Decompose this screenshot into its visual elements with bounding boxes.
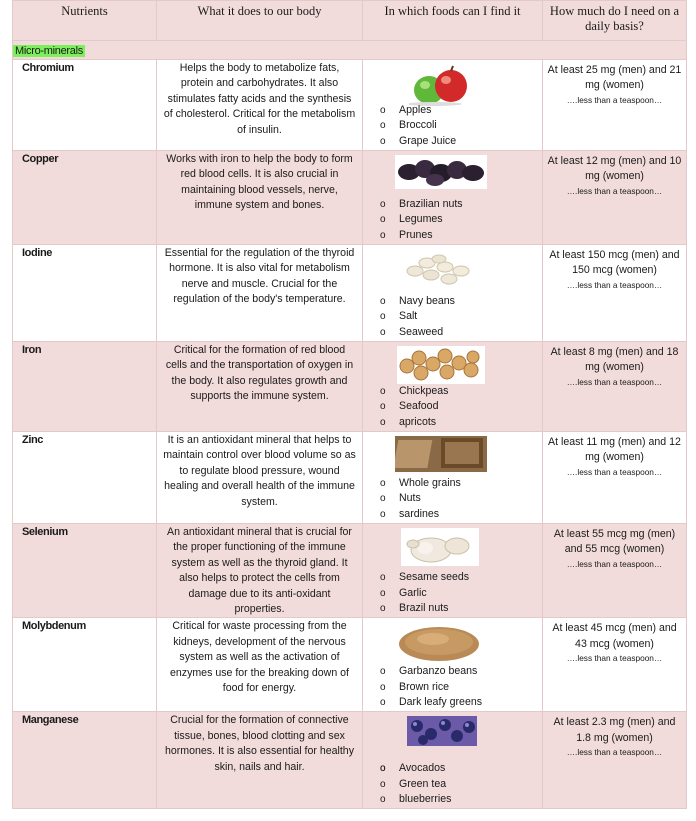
food-cell bbox=[363, 342, 543, 432]
table-row bbox=[13, 524, 687, 618]
table-row bbox=[13, 60, 687, 151]
list-item: o Dark leafy greens bbox=[363, 695, 482, 710]
list-item: o Chickpeas bbox=[363, 384, 448, 399]
list-item: o sardines bbox=[363, 507, 461, 522]
amount-text: At least 25 mg (men) and 21 mg (women) bbox=[547, 64, 682, 92]
nutrient-description: It is an antioxidant mineral that helps to maintain control over blood volume so as to regulate blood pressure, wound healing and overall health of the immune system. bbox=[157, 432, 363, 524]
food-list bbox=[363, 384, 448, 430]
nutrient-description: Crucial for the formation of connective tissue, bones, blood clotting and sex hormones. It is also essential for healthy skin, nails and hair. bbox=[157, 712, 363, 809]
list-item: o Salt bbox=[363, 309, 455, 324]
list-item: o Broccoli bbox=[363, 118, 456, 133]
amount-text: At least 12 mg (men) and 10 mg (women) bbox=[547, 155, 682, 183]
list-item: o Grape Juice bbox=[363, 134, 456, 149]
food-cell bbox=[363, 432, 543, 524]
header-row bbox=[13, 1, 687, 41]
daily-amount bbox=[543, 712, 687, 809]
list-item: o Green tea bbox=[363, 777, 451, 792]
daily-amount bbox=[543, 151, 687, 245]
list-item: o Apples bbox=[363, 103, 456, 118]
apples-image bbox=[409, 64, 471, 106]
amount-note: ….less than a teaspoon… bbox=[566, 558, 663, 569]
list-item: o Garbanzo beans bbox=[363, 664, 482, 679]
nutrient-name: Manganese bbox=[13, 712, 157, 809]
food-cell bbox=[363, 245, 543, 342]
list-item: o Garlic bbox=[363, 586, 469, 601]
list-item: o Prunes bbox=[363, 228, 463, 243]
food-cell bbox=[363, 151, 543, 245]
table-row bbox=[13, 712, 687, 809]
nutrient-description: Critical for waste processing from the kidneys, development of the nervous system as well as the activation of enzymes use for the breaking down of food for energy. bbox=[157, 618, 363, 712]
nutrient-name: Zinc bbox=[13, 432, 157, 524]
garlic-image bbox=[401, 528, 479, 566]
list-item: o Avocados bbox=[363, 761, 451, 776]
table-row bbox=[13, 151, 687, 245]
amount-note: ….less than a teaspoon… bbox=[566, 376, 663, 387]
table-row bbox=[13, 245, 687, 342]
nutrient-name: Iodine bbox=[13, 245, 157, 342]
nutrient-description: Critical for the formation of red blood cells and the transportation of oxygen in the body. It also regulates growth and supports the immune system. bbox=[157, 342, 363, 432]
table-row bbox=[13, 342, 687, 432]
food-list bbox=[363, 664, 482, 710]
header-daily-amount: How much do I need on a daily basis? bbox=[543, 1, 687, 41]
list-item: o Brazilian nuts bbox=[363, 197, 463, 212]
amount-note: ….less than a teaspoon… bbox=[566, 279, 663, 290]
food-list bbox=[363, 570, 469, 616]
list-item: o Navy beans bbox=[363, 294, 455, 309]
list-item: o Legumes bbox=[363, 212, 463, 227]
nutrient-name: Selenium bbox=[13, 524, 157, 618]
daily-amount bbox=[543, 432, 687, 524]
nutrient-name: Molybdenum bbox=[13, 618, 157, 712]
header-nutrients: Nutrients bbox=[13, 1, 157, 41]
food-list bbox=[363, 197, 463, 243]
chickpeas-image bbox=[397, 346, 485, 384]
list-item: o Sesame seeds bbox=[363, 570, 469, 585]
daily-amount bbox=[543, 245, 687, 342]
food-list bbox=[363, 294, 455, 340]
amount-text: At least 11 mg (men) and 12 mg (women) bbox=[548, 436, 681, 464]
nutrient-name: Iron bbox=[13, 342, 157, 432]
food-cell bbox=[363, 524, 543, 618]
food-list bbox=[363, 103, 456, 149]
prunes-image bbox=[395, 155, 487, 189]
section-row bbox=[13, 41, 687, 60]
food-list bbox=[363, 476, 461, 522]
daily-amount bbox=[543, 60, 687, 151]
list-item: o Whole grains bbox=[363, 476, 461, 491]
amount-note: ….less than a teaspoon… bbox=[566, 747, 663, 758]
whole-grain-bread-image bbox=[395, 436, 487, 472]
amount-text: At least 8 mg (men) and 18 mg (women) bbox=[550, 346, 679, 374]
header-what-it-does: What it does to our body bbox=[157, 1, 363, 41]
nutrient-description: Works with iron to help the body to form red blood cells. It is also crucial in maintaining blood vessels, nerve, immune system and bones. bbox=[157, 151, 363, 245]
table-row bbox=[13, 618, 687, 712]
daily-amount bbox=[543, 342, 687, 432]
list-item: o Seaweed bbox=[363, 325, 455, 340]
list-item: o Brown rice bbox=[363, 680, 482, 695]
navy-beans-image bbox=[403, 251, 475, 289]
nutrient-name: Copper bbox=[13, 151, 157, 245]
nutrient-description: An antioxidant mineral that is crucial for the proper functioning of the immune system as well as the thyroid gland. It also helps to protect the cells from damage due to its anti-oxidant properties. bbox=[157, 524, 363, 618]
nutrient-description: Essential for the regulation of the thyroid hormone. It is also vital for metabolism nerve and muscle. Crucial for the regulation of the body's temperature. bbox=[157, 245, 363, 342]
brown-rice-image bbox=[397, 622, 481, 662]
list-item: o apricots bbox=[363, 415, 448, 430]
food-cell bbox=[363, 712, 543, 809]
list-item: o blueberries bbox=[363, 792, 451, 807]
amount-note: ….less than a teaspoon… bbox=[566, 185, 663, 196]
food-cell bbox=[363, 60, 543, 151]
food-list bbox=[363, 761, 451, 807]
nutrient-name: Chromium bbox=[13, 60, 157, 151]
header-foods: In which foods can I find it bbox=[363, 1, 543, 41]
daily-amount bbox=[543, 618, 687, 712]
amount-note: ….less than a teaspoon… bbox=[566, 653, 663, 664]
blueberries-image bbox=[407, 716, 477, 746]
amount-text: At least 55 mcg mg (men) and 55 mcg (women) bbox=[553, 528, 676, 556]
nutrient-description: Helps the body to metabolize fats, protein and carbohydrates. It also stimulates fatty acids and the synthesis of cholesterol. Critical for the metabolism of insulin. bbox=[157, 60, 363, 151]
amount-text: At least 150 mcg (men) and 150 mcg (women) bbox=[549, 249, 680, 277]
food-cell bbox=[363, 618, 543, 712]
amount-text: At least 45 mcg (men) and 43 mcg (women) bbox=[552, 622, 677, 650]
amount-note: ….less than a teaspoon… bbox=[566, 94, 663, 105]
list-item: o Brazil nuts bbox=[363, 601, 469, 616]
table-row bbox=[13, 432, 687, 524]
amount-note: ….less than a teaspoon… bbox=[566, 466, 663, 477]
nutrients-table bbox=[12, 0, 687, 809]
section-label: Micro-minerals bbox=[15, 45, 83, 57]
amount-text: At least 2.3 mg (men) and 1.8 mg (women) bbox=[553, 716, 676, 744]
list-item: o Nuts bbox=[363, 491, 461, 506]
daily-amount bbox=[543, 524, 687, 618]
list-item: o Seafood bbox=[363, 399, 448, 414]
